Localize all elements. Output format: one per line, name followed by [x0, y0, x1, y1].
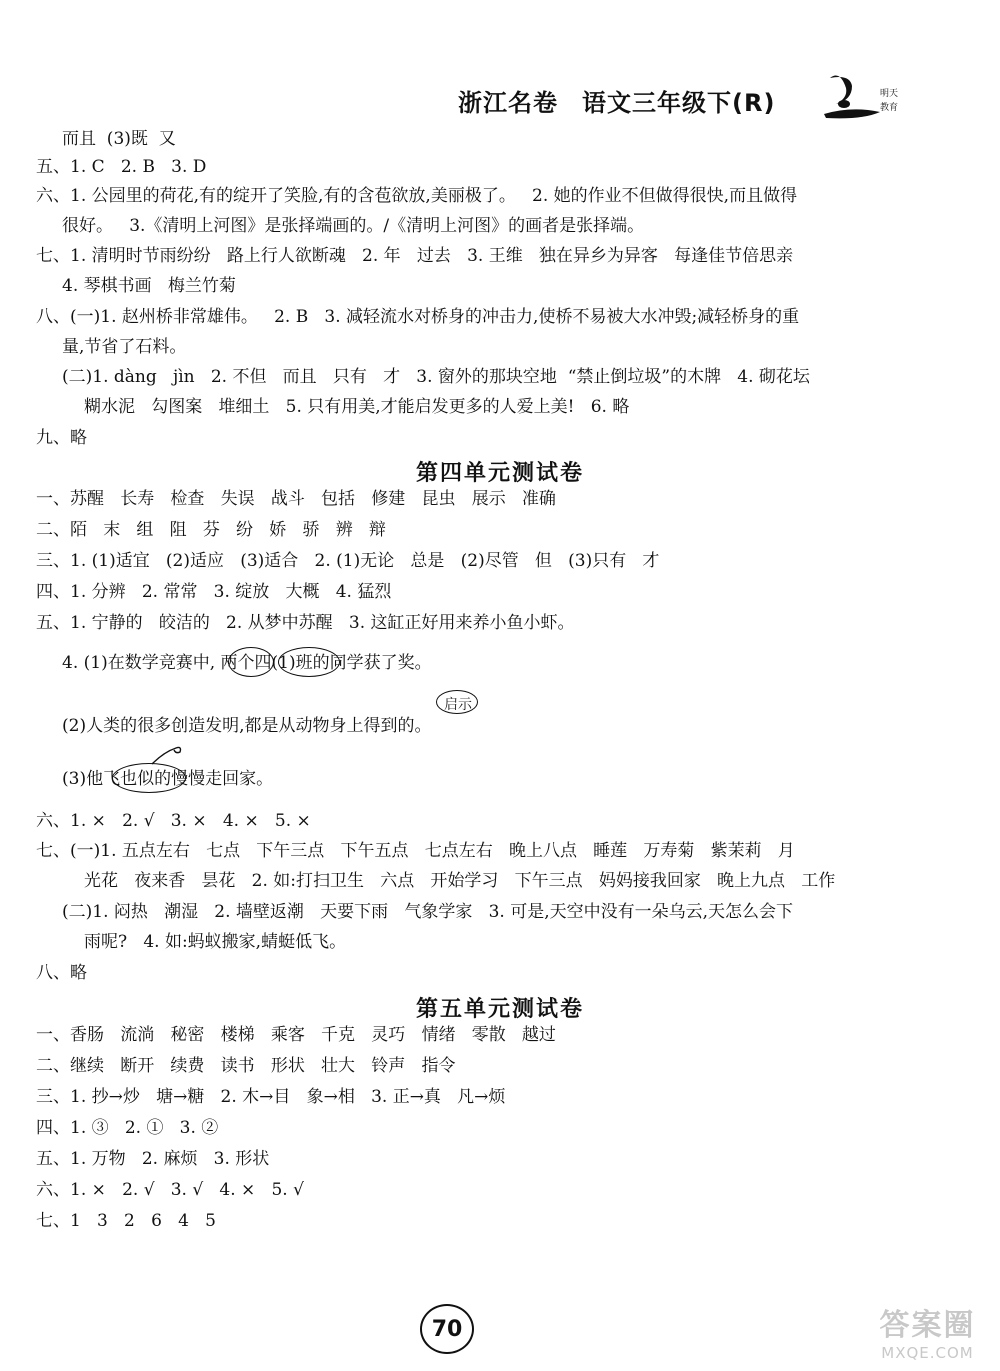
deletion-mark-icon	[150, 742, 186, 766]
publisher-logo	[822, 70, 900, 130]
unit4-line: 八、略	[36, 963, 87, 983]
unit5-line: 四、1. ③ 2. ① 3. ②	[36, 1118, 219, 1138]
unit4-line: (二)1. 闷热 潮湿 2. 墙壁返潮 天要下雨 气象学家 3. 可是,天空中没有一朵乌云,天怎么会下	[62, 902, 793, 922]
unit4-line: (3)他飞也似的慢慢走回家。	[62, 769, 274, 789]
answer-line: 量,节省了石料。	[62, 337, 187, 357]
unit5-line: 二、继续 断开 续费 读书 形状 壮大 铃声 指令	[36, 1056, 456, 1076]
unit4-line: 雨呢? 4. 如:蚂蚁搬家,蜻蜓低飞。	[84, 932, 347, 952]
watermark-url: MXQE.COM	[881, 1344, 974, 1362]
answer-line: 五、1. C 2. B 3. D	[36, 157, 207, 177]
answer-line: 4. 琴棋书画 梅兰竹菊	[62, 276, 236, 296]
answer-line: 很好。 3.《清明上河图》是张择端画的。/《清明上河图》的画者是张择端。	[62, 216, 645, 236]
circled-mark	[228, 647, 274, 677]
answer-line: 而且 (3)既 又	[62, 129, 176, 149]
unit4-line: 七、(一)1. 五点左右 七点 下午三点 下午五点 七点左右 晚上八点 睡莲 万寿菊 紫茉莉 月	[36, 841, 795, 861]
unit5-title: 第五单元测试卷	[415, 996, 584, 1022]
unit4-line: 4. (1)在数学竞赛中, 两个四(1)班的同学获了奖。	[62, 653, 432, 673]
circled-mark	[436, 690, 478, 714]
unit4-title: 第四单元测试卷	[415, 460, 584, 486]
answer-line: (二)1. dàng jìn 2. 不但 而且 只有 才 3. 窗外的那块空地 “禁止倒垃圾”的木牌 4. 砌花坛	[62, 367, 810, 387]
unit4-line: 二、陌 末 组 阻 芬 纷 娇 骄 辨 辩	[36, 520, 386, 540]
page-header	[458, 82, 775, 118]
unit4-line: 四、1. 分辨 2. 常常 3. 绽放 大概 4. 猛烈	[36, 582, 392, 602]
book-title: 浙江名卷	[458, 88, 558, 117]
subject-title: 语文三年级下(R)	[582, 88, 776, 117]
unit4-line: 六、1. × 2. √ 3. × 4. × 5. ×	[36, 811, 311, 831]
watermark-text: 答案圈	[879, 1308, 976, 1343]
unit5-line: 五、1. 万物 2. 麻烦 3. 形状	[36, 1149, 270, 1169]
answer-line: 九、略	[36, 428, 87, 448]
answer-line: 八、(一)1. 赵州桥非常雄伟。 2. B 3. 减轻流水对桥身的冲击力,使桥不易被大水冲毁;减轻桥身的重	[36, 307, 800, 327]
answer-line: 七、1. 清明时节雨纷纷 路上行人欲断魂 2. 年 过去 3. 王维 独在异乡为异客 每逢佳节倍思亲	[36, 246, 794, 266]
site-watermark	[860, 1300, 995, 1368]
correction-note: 启示	[444, 697, 472, 713]
unit4-line: (2)人类的很多创造发明,都是从动物身上得到的。	[62, 716, 432, 736]
unit5-line: 一、香肠 流淌 秘密 楼梯 乘客 千克 灵巧 情绪 零散 越过	[36, 1025, 556, 1045]
logo-bottom-text: 教育	[880, 103, 899, 113]
unit4-line: 光花 夜来香 昙花 2. 如:打扫卫生 六点 开始学习 下午三点 妈妈接我回家 晚上九点 工作	[84, 871, 836, 891]
answer-line: 糊水泥 勾图案 堆细土 5. 只有用美,才能启发更多的人爱上美! 6. 略	[84, 397, 630, 417]
circled-mark	[278, 647, 340, 677]
circled-mark	[112, 763, 186, 793]
unit4-line: 五、1. 宁静的 皎洁的 2. 从梦中苏醒 3. 这缸正好用来养小鱼小虾。	[36, 613, 575, 633]
unit5-line: 六、1. × 2. √ 3. √ 4. × 5. √	[36, 1180, 304, 1200]
unit5-line: 七、1 3 2 6 4 5	[36, 1211, 216, 1231]
answer-line: 六、1. 公园里的荷花,有的绽开了笑脸,有的含苞欲放,美丽极了。 2. 她的作业不但做得很快,而且做得	[36, 186, 798, 206]
unit4-line: 三、1. (1)适宜 (2)适应 (3)适合 2. (1)无论 总是 (2)尽管 但 (3)只有 才	[36, 551, 660, 571]
unit5-line: 三、1. 抄→炒 塘→糖 2. 木→目 象→相 3. 正→真 凡→烦	[36, 1087, 506, 1107]
logo-top-text: 明天	[880, 89, 899, 99]
unit4-line: 一、苏醒 长寿 检查 失误 战斗 包括 修建 昆虫 展示 准确	[36, 489, 556, 509]
page-number: 70	[420, 1304, 474, 1354]
